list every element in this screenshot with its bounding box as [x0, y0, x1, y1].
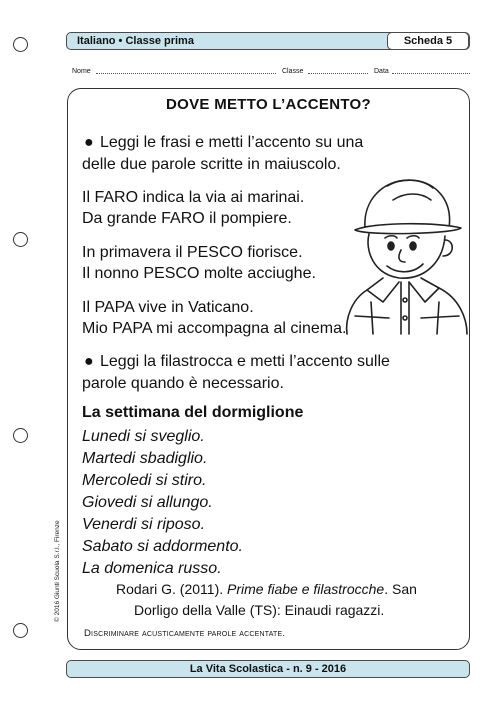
sheet-number: Scheda 5 — [387, 32, 469, 50]
reference-place-start: . San — [384, 581, 417, 597]
sentence-5: Il PAPA vive in Vaticano. — [82, 299, 254, 316]
sentence-2: Da grande FARO il pompiere. — [82, 210, 292, 227]
poem-line-4: Giovedi si allungo. — [82, 494, 213, 511]
sentence-3: In primavera il PESCO fiorisce. — [82, 244, 303, 261]
binder-hole-3 — [13, 428, 28, 443]
reference-line-2: Dorligo della Valle (TS): Einaudi ragazzi. — [134, 602, 385, 618]
instruction-1-line-2: delle due parole scritte in maiuscolo. — [82, 156, 341, 173]
instruction-2-line-2: parole quando è necessario. — [82, 375, 284, 392]
class-label: Classe — [282, 68, 304, 75]
poem-title: La settimana del dormiglione — [82, 404, 304, 421]
sentence-4: Il nonno PESCO molte acciughe. — [82, 265, 316, 282]
poem-line-6: Sabato si addormento. — [82, 538, 243, 555]
instruction-1-line-1: Leggi le frasi e metti l’accento su una — [100, 134, 364, 151]
binder-hole-1 — [13, 37, 28, 52]
poem-line-5: Venerdi si riposo. — [82, 516, 206, 533]
date-label: Data — [374, 68, 389, 75]
student-fields — [72, 67, 472, 79]
sentence-1: Il FARO indica la via ai marinai. — [82, 189, 305, 206]
poem-line-3: Mercoledi si stiro. — [82, 472, 207, 489]
poem-line-7: La domenica russo. — [82, 560, 222, 577]
reference-author: Rodari G. (2011). — [116, 581, 224, 597]
name-label: Nome — [72, 68, 91, 75]
poem-line-1: Lunedi si sveglio. — [82, 428, 205, 445]
reference-line-1 — [116, 579, 417, 600]
date-field[interactable] — [392, 73, 470, 74]
bullet-icon: ● — [84, 353, 94, 370]
name-field[interactable] — [96, 73, 276, 74]
learning-objective: Discriminare acusticamente parole accentate. — [84, 628, 286, 639]
bullet-icon: ● — [84, 134, 94, 151]
poem-line-2: Martedi sbadiglio. — [82, 450, 208, 467]
reference-book-title: Prime fiabe e filastrocche — [227, 581, 385, 597]
exercise-title: DOVE METTO L’ACCENTO? — [166, 96, 371, 113]
header-bar — [66, 32, 470, 50]
binder-hole-2 — [13, 232, 28, 247]
copyright-notice: © 2016 Giunti Scuola S.r.l., Firenze — [54, 520, 61, 622]
footer-bar: La Vita Scolastica - n. 9 - 2016 — [66, 660, 470, 678]
binder-hole-4 — [13, 623, 28, 638]
firefighter-illustration — [343, 170, 471, 335]
class-field[interactable] — [308, 73, 368, 74]
sentence-6: Mio PAPA mi accompagna al cinema. — [82, 320, 347, 337]
subject-label: Italiano • Classe prima — [77, 35, 194, 47]
instruction-2-line-1: Leggi la filastrocca e metti l’accento sulle — [100, 353, 390, 370]
